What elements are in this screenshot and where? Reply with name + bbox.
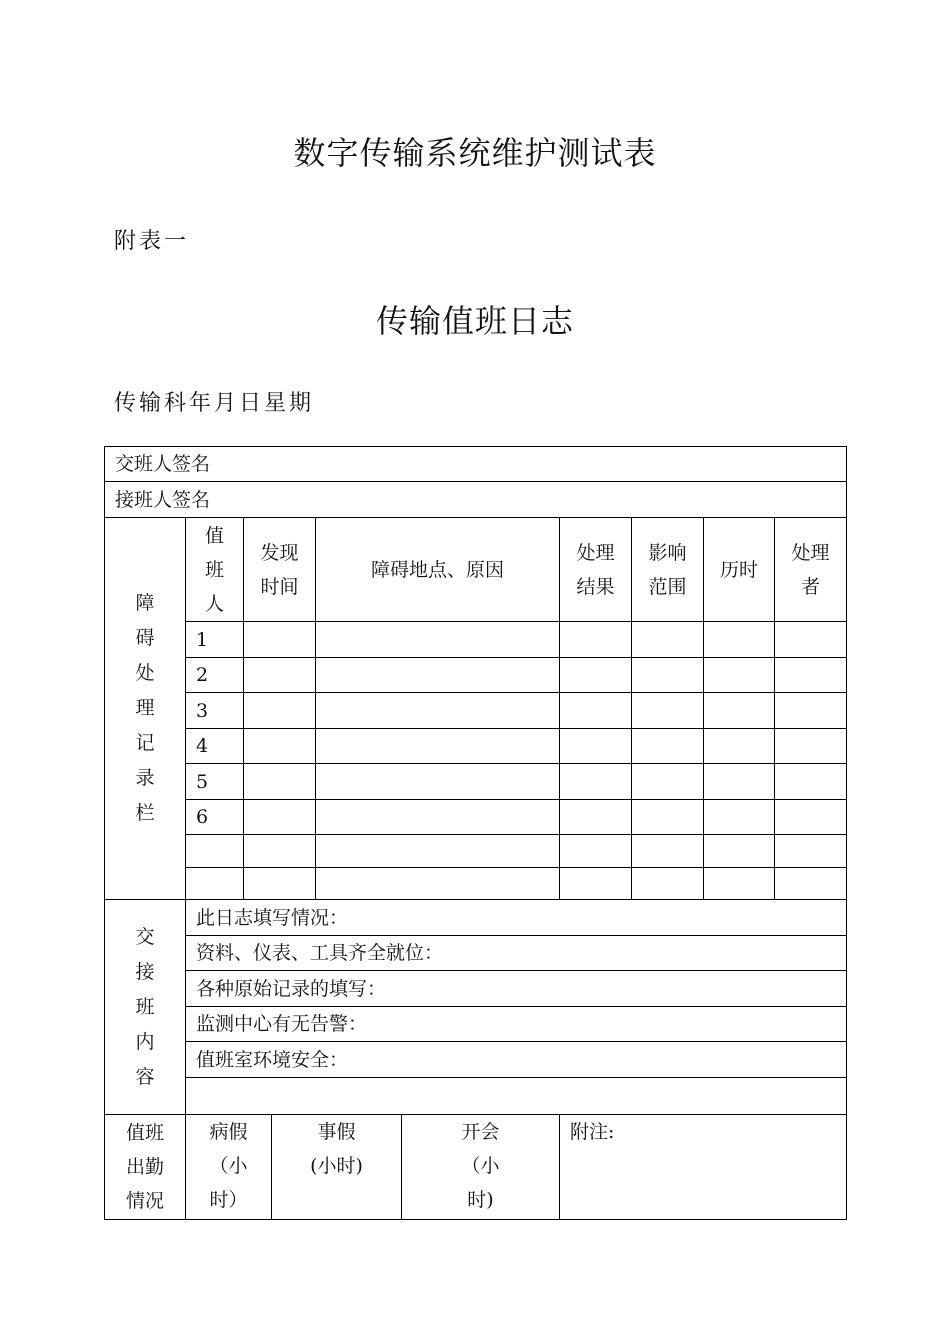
col-found-time: 发现 时间 (244, 518, 316, 622)
row-number: 5 (186, 764, 244, 800)
handover-signature-label: 交班人签名 (115, 453, 211, 475)
log-title: 传输值班日志 (375, 302, 574, 340)
table-row (105, 764, 847, 800)
col-location-cause: 障碍地点、原因 (316, 518, 560, 622)
table-row (105, 622, 847, 658)
meeting-cell: 开会 （小 时) (402, 1115, 560, 1220)
table-row (105, 800, 847, 835)
handover-signature-row (105, 447, 847, 482)
attendance-label: 值班 出勤 情况 (105, 1115, 186, 1220)
row-number: 2 (186, 658, 244, 693)
personal-leave-cell: 事假 (小时) (272, 1115, 402, 1220)
appendix-label: 附表一 (114, 229, 190, 254)
table-row (105, 835, 847, 868)
col-result: 处理 结果 (560, 518, 632, 622)
document-title: 数字传输系统维护测试表 (293, 134, 657, 172)
takeover-signature-row (105, 482, 847, 518)
table-row (105, 693, 847, 729)
table-row (105, 658, 847, 693)
row-number: 3 (186, 693, 244, 729)
note-cell (560, 1115, 847, 1220)
col-impact: 影响 范围 (632, 518, 704, 622)
col-duty-person: 值 班 人 (186, 518, 244, 622)
row-number: 1 (186, 622, 244, 658)
handover-item: 值班室环境安全： (186, 1042, 847, 1078)
department-date-line: 传输科年月日星期 (114, 391, 315, 416)
table-row (105, 729, 847, 764)
col-duration: 历时 (704, 518, 775, 622)
handover-item: 资料、仪表、工具齐全就位： (186, 936, 847, 971)
handover-item: 各种原始记录的填写： (186, 971, 847, 1007)
takeover-signature-label: 接班人签名 (115, 488, 211, 511)
row-number (186, 868, 244, 900)
handover-item (186, 1078, 847, 1115)
row-number: 4 (186, 729, 244, 764)
handover-item: 此日志填写情况： (186, 900, 847, 936)
handover-item: 监测中心有无告警： (186, 1007, 847, 1042)
fault-record-label: 障 碍 处 理 记 录 栏 (105, 518, 186, 900)
table-row (105, 868, 847, 900)
handover-content-label: 交 接 班 内 容 (105, 900, 186, 1115)
row-number: 6 (186, 800, 244, 835)
row-number (186, 835, 244, 868)
sick-leave-cell: 病假 （小 时） (186, 1115, 272, 1220)
note-label: 附注: (570, 1121, 615, 1143)
col-handler: 处理 者 (775, 518, 847, 622)
duty-log-table (104, 446, 847, 1220)
